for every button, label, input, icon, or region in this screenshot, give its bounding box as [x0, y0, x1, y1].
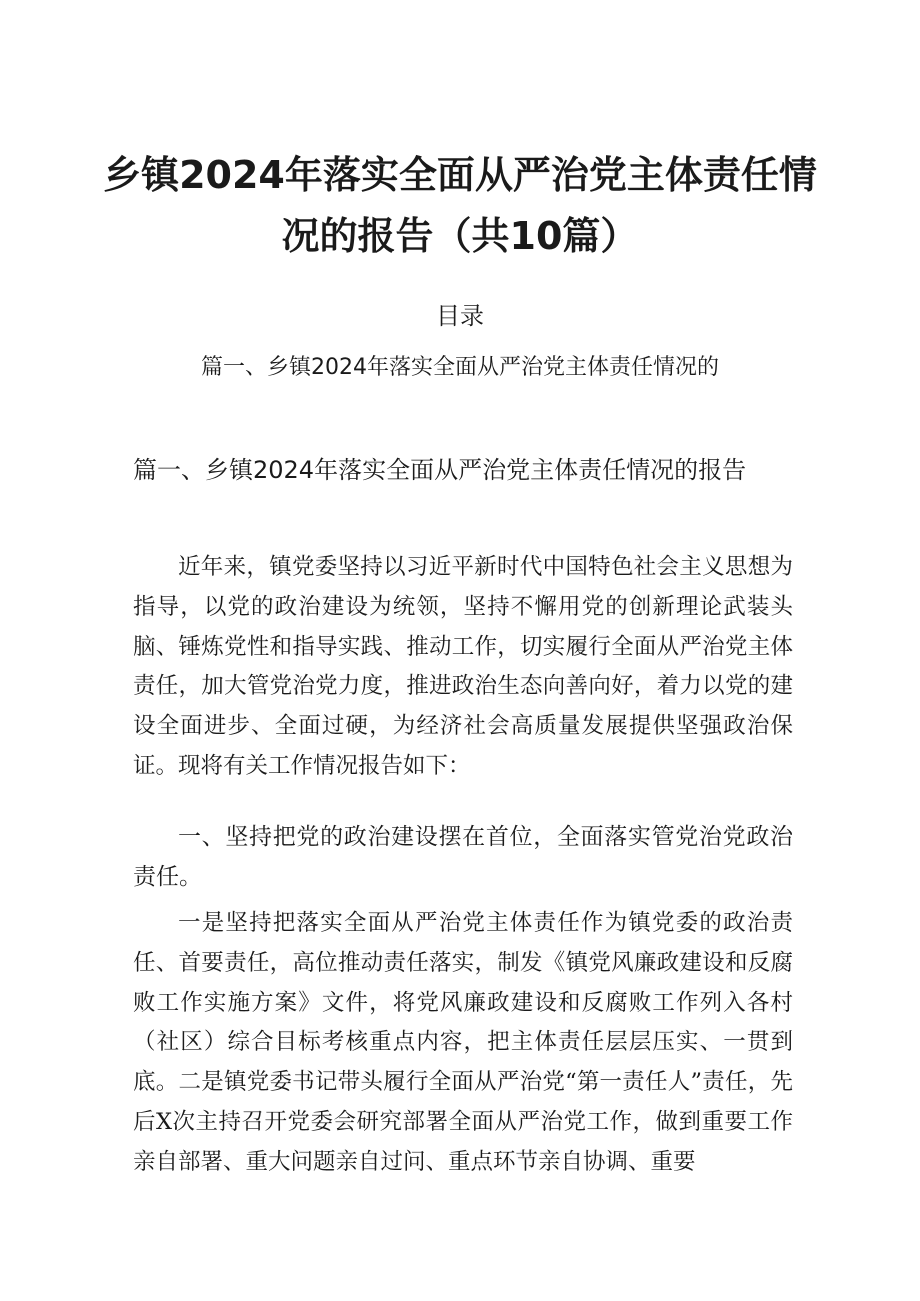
body-paragraph-1: 一是坚持把落实全面从严治党主体责任作为镇党委的政治责任、首要责任，高位推动责任落实，制发《镇党风廉政建设和反腐败工作实施方案》文件，将党风廉政建设和反腐败工作列入各村（社区）综合目标考核重点内容，把主体责任层层压实、一贯到底。二是镇党委书记带头履行全面从严治党“第一责任人”责任，先后X次主持召开党委会研究部署全面从严治党工作，做到重要工作亲自部署、重大问题亲自过问、重点环节亲自协调、重要	[133, 910, 793, 1175]
subheading-1: 一、坚持把党的政治建设摆在首位，全面落实管党治党政治责任。	[133, 824, 793, 890]
intro-paragraph: 近年来，镇党委坚持以习近平新时代中国特色社会主义思想为指导，以党的政治建设为统领，坚持不懈用党的创新理论武装头脑、锤炼党性和指导实践、推动工作，切实履行全面从严治党主体责任，加大管党治党力度，推进政治生态向善向好，着力以党的建设全面进步、全面过硬，为经济社会高质量发展提供坚强政治保证。现将有关工作情况报告如下：	[133, 554, 793, 779]
toc-item[interactable]: 篇一、乡镇2024年落实全面从严治党主体责任情况的	[201, 355, 719, 380]
document-title-line-2: 况的报告（共10篇）	[281, 214, 639, 258]
section-heading: 篇一、乡镇2024年落实全面从严治党主体责任情况的报告	[133, 456, 747, 484]
document-title-line-1: 乡镇2024年落实全面从严治党主体责任情	[103, 153, 817, 197]
toc-heading: 目录	[436, 302, 484, 330]
